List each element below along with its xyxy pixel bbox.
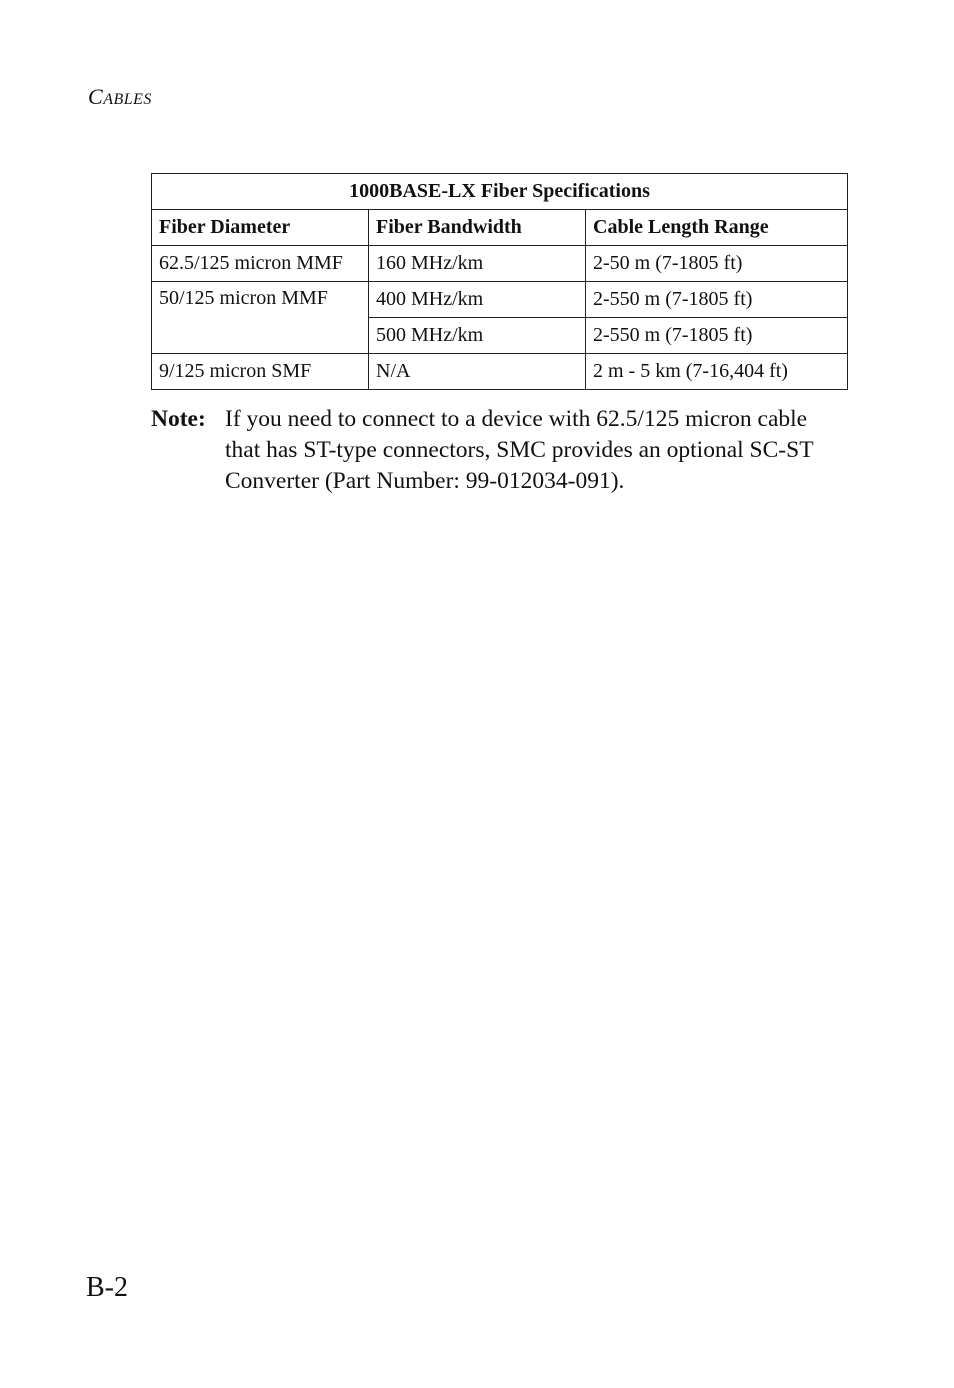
table-header-row <box>152 210 848 246</box>
column-header-diameter: Fiber Diameter <box>152 210 369 246</box>
page-number: B-2 <box>86 1272 128 1303</box>
column-header-range: Cable Length Range <box>586 210 848 246</box>
cell-bandwidth: N/A <box>369 354 586 390</box>
cell-diameter: 50/125 micron MMF <box>152 282 369 354</box>
running-header-initial: C <box>88 84 104 109</box>
cell-range: 2-550 m (7-1805 ft) <box>586 318 848 354</box>
column-header-bandwidth: Fiber Bandwidth <box>369 210 586 246</box>
cell-bandwidth: 400 MHz/km <box>369 282 586 318</box>
cell-bandwidth: 500 MHz/km <box>369 318 586 354</box>
cell-range: 2-550 m (7-1805 ft) <box>586 282 848 318</box>
cell-bandwidth: 160 MHz/km <box>369 246 586 282</box>
cell-range: 2 m - 5 km (7-16,404 ft) <box>586 354 848 390</box>
cell-diameter: 9/125 micron SMF <box>152 354 369 390</box>
table-row <box>152 282 848 318</box>
table-title-row <box>152 174 848 210</box>
fiber-spec-table <box>151 173 848 390</box>
running-header <box>88 84 152 110</box>
running-header-rest: ABLES <box>103 91 152 108</box>
table-row <box>152 354 848 390</box>
note-text: If you need to connect to a device with 62.5/125 micron cable that has ST-type connectors, SMC provides an optional SC-ST Converter (Part Number: 99-012034-091). <box>225 406 814 494</box>
table-title: 1000BASE-LX Fiber Specifications <box>152 174 848 210</box>
table-row <box>152 246 848 282</box>
cell-diameter: 62.5/125 micron MMF <box>152 246 369 282</box>
note-label: Note: <box>151 406 206 432</box>
cell-range: 2-50 m (7-1805 ft) <box>586 246 848 282</box>
